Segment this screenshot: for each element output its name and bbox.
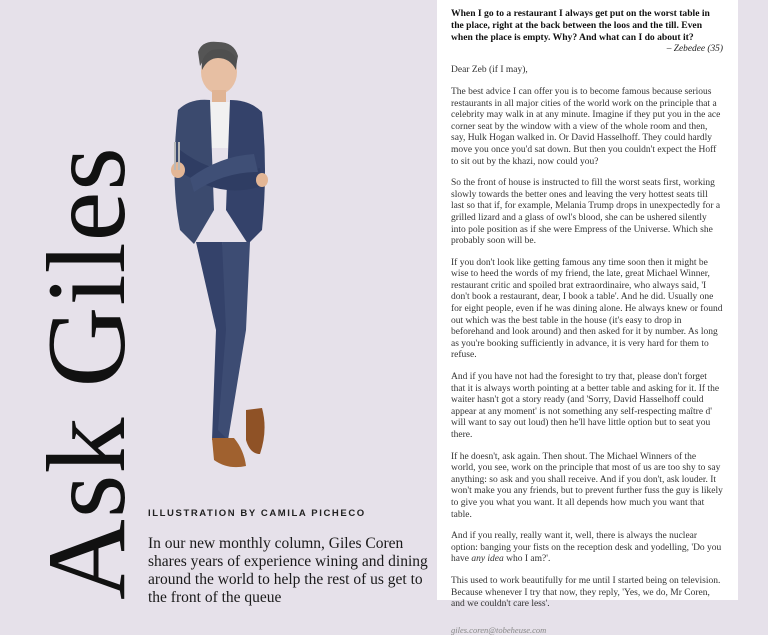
reader-question: When I go to a restaurant I always get put on the worst table in the place, right at the back between the loos and the till. Even when the place is empty. Why? And what can I do about it? xyxy=(451,8,710,43)
paragraph: This used to work beautifully for me until I started being on television. Because whenever I try that now, they reply, 'Yes, we do, Mr Coren, and we couldn't care less'. xyxy=(451,575,721,610)
emphasis: any idea xyxy=(471,554,504,565)
column-intro: In our new monthly column, Giles Coren shares years of experience wining and dining around the world to help the rest of us get to the front of the queue xyxy=(148,535,428,606)
right-margin xyxy=(738,0,768,600)
paragraph: The best advice I can offer you is to become famous because serious restaurants in all major cities of the world work on the principle that a celebrity may walk in at any minute. Imagine if they put you in the ace corner seat by the window with a view of the whole room and then, say, Hulk Hogan walked in. Or David Hasselhoff. They could hardly move you once you'd sat down. But then you couldn't expect the Hoff to sit out by the khazi, now could you? xyxy=(451,86,721,167)
paragraph: If he doesn't, ask again. Then shout. The Michael Winners of the world, you see, work on the principle that most of us are too shy to say anything: so ask and you shall receive. And if you don't, ask louder. It won't make you any friends, but to prevent further fuss the guy is likely to give you what you want. It all depends how much you want that table. xyxy=(451,451,723,520)
paragraph-text: And if you really, really want it, well, there is always the nuclear option: banging your fists on the reception desk and yodelling, 'Do you have xyxy=(451,531,722,565)
greeting: Dear Zeb (if I may), xyxy=(451,65,528,76)
question-signature: – Zebedee (35) xyxy=(666,44,723,55)
illustration-credit: ILLUSTRATION BY CAMILA PICHECO xyxy=(148,508,366,519)
paragraph: If you don't look like getting famous any time soon then it might be wise to heed the words of my friend, the late, great Michael Winner, restaurant critic and spoiled brat extraordinaire, who always said, 'I don't book a restaurant, dear, I book a table'. And he did. Usually one for eight people, even if he was dining alone. He always knew or found out which was the best table in the house (it's easy to drop in beforehand and look around) and then asked for it by number. As long as you're booking sufficiently in advance, it is very hard for them to refuse. xyxy=(451,257,723,361)
article-panel xyxy=(437,0,738,635)
column-title: Ask Giles xyxy=(25,146,149,600)
paragraph: So the front of house is instructed to fill the worst seats first, working slowly towards the better ones and leaving the very hottest seats till last so that if, for example, Melania Trump drops in unexpectedly for a grilled lizard and a glass of owl's blood, she can be ushered silently into pole position as if she were Empress of the Universe. Which she probably soon will be. xyxy=(451,178,721,247)
author-email[interactable]: giles.coren@tobeheuse.com xyxy=(451,624,547,635)
paragraph: And if you have not had the foresight to try that, please don't forget that it is always worth pointing at a better table and asking for it. If the waiter hasn't got a story ready (and 'Sorry, David Hasselhoff could appear at any moment' is not something any self-respecting maître d' will want to say out loud) then he'll have little option but to seat you there. xyxy=(451,372,720,441)
illustration-man-in-suit xyxy=(150,30,300,485)
paragraph xyxy=(451,531,723,566)
paragraph-text: who I am?'. xyxy=(503,554,551,565)
article-body xyxy=(451,8,723,635)
